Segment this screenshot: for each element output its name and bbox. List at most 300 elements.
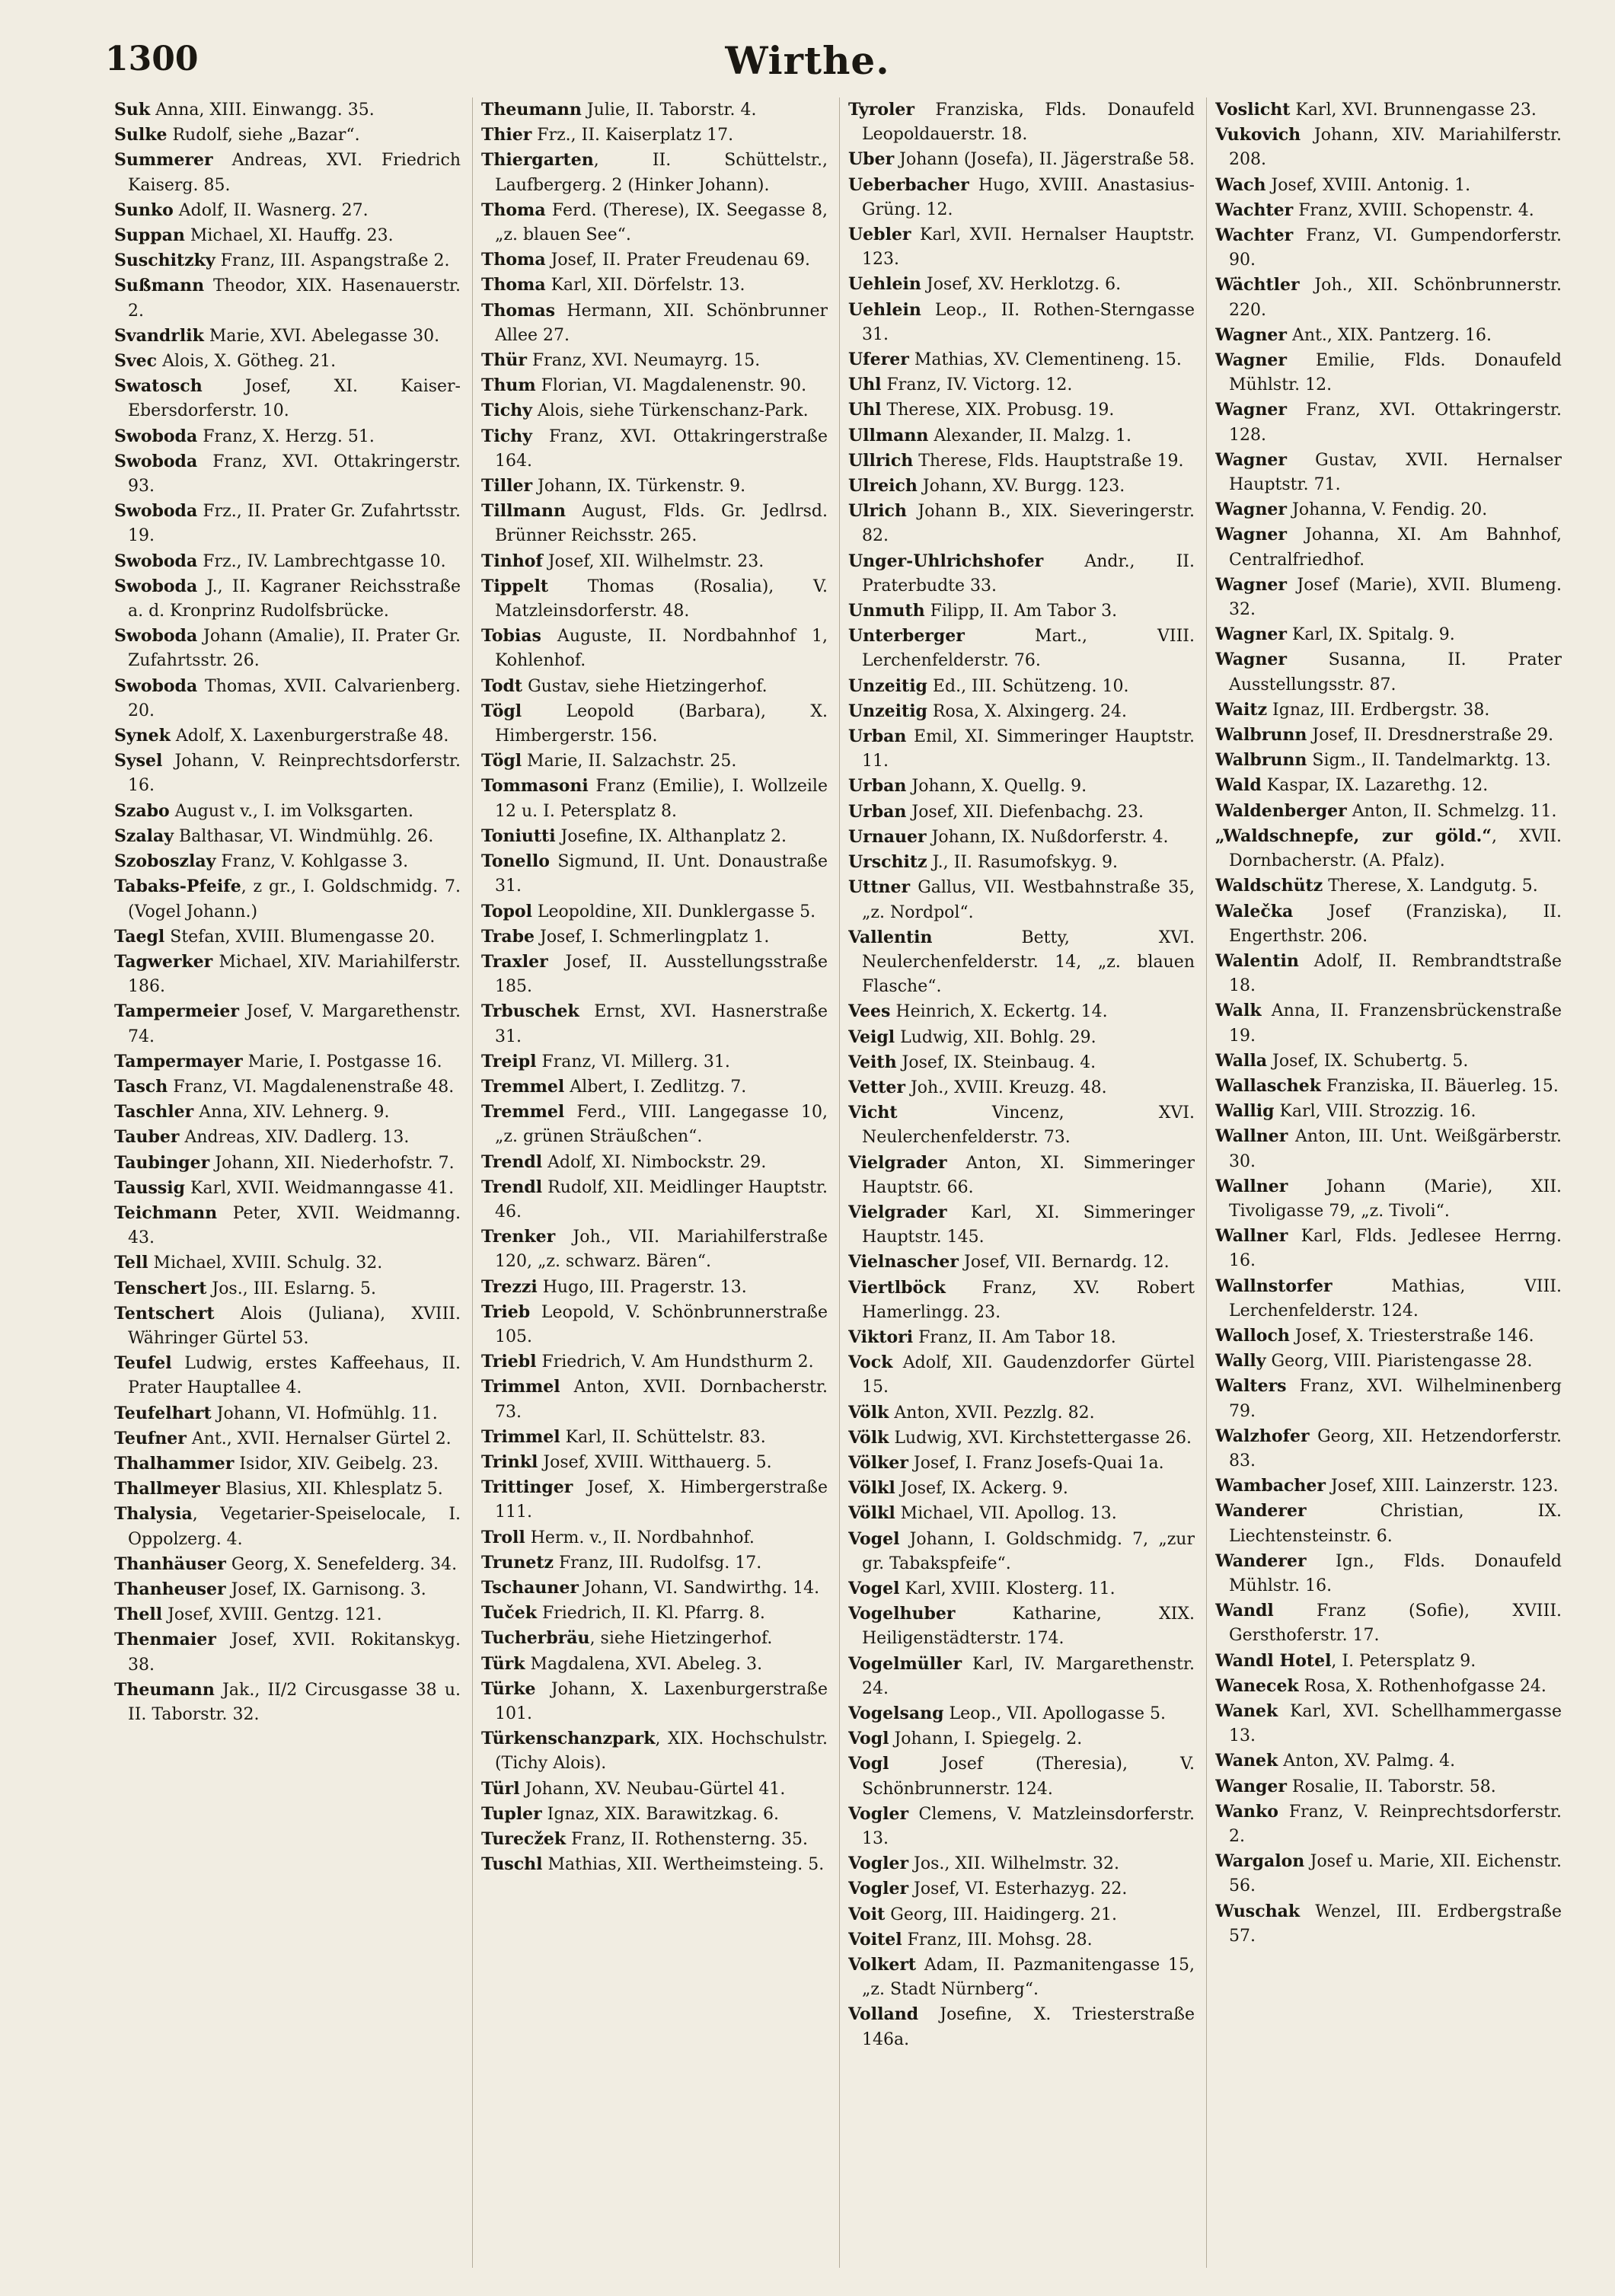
directory-entry (848, 1476, 1195, 1501)
directory-entry (114, 1151, 461, 1176)
entry-name: Trenker (481, 1227, 556, 1247)
entry-details: Josef, II. Ausstellungsstraße 185. (495, 952, 828, 997)
entry-name: Tobias (481, 626, 541, 647)
entry-name: Vogler (848, 1879, 909, 1899)
directory-entry (481, 273, 828, 298)
directory-entry (481, 123, 828, 148)
entry-details: Karl, Flds. Jedlesee Herrng. 16. (1229, 1227, 1562, 1271)
entry-name: Svec (114, 351, 158, 372)
entry-name: Waldschütz (1215, 876, 1323, 896)
entry-name: Swoboda (114, 501, 198, 522)
directory-entry (114, 950, 461, 999)
directory-entry (1215, 998, 1562, 1048)
entry-details: Josef, XIII. Lainzerstr. 123. (1325, 1477, 1559, 1496)
entry-details: Karl, IX. Spitalg. 9. (1287, 625, 1455, 645)
entry-details: Franz (Emilie), I. Wollzeile 12 u. I. Petersplatz 8. (495, 777, 828, 821)
entry-name: Thoma (481, 200, 546, 220)
entry-details: Josef, X. Triesterstraße 146. (1289, 1326, 1534, 1346)
entry-name: Tuschl (481, 1854, 543, 1875)
entry-details: Josef (Franziska), II. Engerthstr. 206. (1229, 902, 1562, 946)
entry-details: Friedrich, V. Am Hundsthurm 2. (536, 1352, 814, 1372)
entry-name: Uferer (848, 350, 909, 370)
entry-name: Wanger (1215, 1776, 1288, 1796)
entry-name: Tögl (481, 701, 522, 721)
entry-name: Szalay (114, 825, 174, 846)
entry-name: Vogler (848, 1803, 909, 1824)
entry-name: Turecžek (481, 1829, 567, 1850)
entry-details: Kaspar, IX. Lazarethg. 12. (1261, 776, 1489, 796)
entry-details: Clemens, V. Matzleinsdorferstr. 13. (862, 1804, 1195, 1849)
entry-name: Todt (481, 675, 523, 696)
directory-entry (1215, 773, 1562, 798)
entry-name: Tabaks-Pfeife (114, 877, 241, 897)
entry-name: Unzeitig (848, 675, 927, 696)
entry-details: Johanna, V. Fendig. 20. (1287, 500, 1488, 520)
directory-entry (114, 1451, 461, 1477)
entry-details: J., II. Rasumofskyg. 9. (927, 853, 1119, 873)
directory-entry (1215, 1549, 1562, 1598)
entry-name: Swoboda (114, 626, 198, 647)
column-rule (472, 97, 473, 2268)
entry-name: Walk (1215, 1001, 1262, 1021)
entry-details: Anton, XVII. Pezzlg. 82. (889, 1403, 1095, 1423)
directory-entry (114, 349, 461, 374)
entry-name: Völkl (848, 1503, 895, 1524)
entry-details: Balthasar, VI. Windmühlg. 26. (174, 826, 434, 846)
entry-details: Johann B., XIX. Sieveringerstr. 82. (862, 502, 1195, 546)
entry-name: Tauber (114, 1127, 180, 1148)
entry-name: Thiergarten (481, 150, 594, 171)
entry-details: Johann, XV. Burgg. 123. (917, 477, 1125, 497)
entry-name: Thomas (481, 300, 555, 321)
directory-entry (1215, 748, 1562, 773)
directory-entry (114, 749, 461, 798)
entry-name: Taegl (114, 926, 165, 947)
directory-entry (481, 624, 828, 673)
directory-entry (481, 699, 828, 749)
directory-entry (114, 999, 461, 1049)
entry-details: Gustav, siehe Hietzingerhof. (522, 676, 768, 696)
entry-name: Vielnascher (848, 1252, 959, 1273)
entry-name: Trunetz (481, 1552, 554, 1573)
entry-details: Georg, VIII. Piaristengasse 28. (1266, 1352, 1533, 1372)
directory-entry (1215, 1474, 1562, 1499)
entry-name: Tremmel (481, 1076, 565, 1097)
directory-entry (1215, 1499, 1562, 1548)
entry-name: Wallner (1215, 1176, 1288, 1196)
directory-entry (481, 1777, 828, 1802)
entry-details: Jak., II/2 Circusgasse 38 u. II. Taborstr. 32. (128, 1680, 461, 1724)
entry-details: Leopold, V. Schönbrunnerstraße 105. (495, 1302, 828, 1346)
entry-name: Türl (481, 1778, 520, 1799)
directory-entry (114, 1426, 461, 1451)
entry-name: Tippelt (481, 576, 549, 596)
entry-name: Wagner (1215, 449, 1288, 470)
entry-details: Johann, XIV. Mariahilferstr. 208. (1229, 126, 1562, 170)
entry-name: Tupler (481, 1803, 542, 1824)
entry-details: Josef, IX. Schubertg. 5. (1267, 1051, 1469, 1071)
entry-details: Josef (Marie), XVII. Blumeng. 32. (1229, 575, 1562, 620)
entry-name: Vielgrader (848, 1202, 947, 1222)
entry-details: Anna, XIV. Lehnerg. 9. (193, 1103, 390, 1122)
directory-entry (848, 347, 1195, 372)
entry-name: Völk (848, 1427, 889, 1448)
directory-entry (481, 1550, 828, 1576)
entry-name: Summerer (114, 150, 213, 171)
directory-entry (1215, 223, 1562, 273)
entry-name: Thenmaier (114, 1630, 216, 1650)
entry-name: Uhl (848, 375, 882, 395)
directory-entry (481, 774, 828, 823)
entry-name: Tampermayer (114, 1051, 243, 1071)
entry-details: Franziska, II. Bäuerleg. 15. (1321, 1076, 1559, 1096)
entry-details: Franz, XVI. Ottakringerstr. 128. (1229, 401, 1562, 445)
directory-entry (114, 1602, 461, 1627)
entry-name: Vukovich (1215, 125, 1301, 145)
entry-name: Tyroler (848, 100, 914, 120)
entry-details: Adolf, XI. Nimbockstr. 29. (542, 1152, 767, 1172)
entry-details: , XIX. Hochschulstr. (Tichy Alois). (495, 1729, 828, 1774)
entry-details: Adolf, X. Laxenburgerstraße 48. (170, 726, 449, 746)
entry-name: Volkert (848, 1955, 917, 1975)
entry-details: August, Flds. Gr. Jedlrsd. Brünner Reichsstr. 265. (495, 502, 828, 546)
directory-entry (848, 825, 1195, 850)
entry-details: Florian, VI. Magdalenenstr. 90. (535, 376, 807, 396)
entry-name: Troll (481, 1527, 525, 1547)
directory-entry (848, 1151, 1195, 1200)
directory-entry (848, 1250, 1195, 1275)
directory-entry (848, 1400, 1195, 1426)
directory-entry (848, 1527, 1195, 1576)
entry-name: Synek (114, 726, 171, 746)
directory-entry (848, 1652, 1195, 1701)
entry-name: Tagwerker (114, 951, 213, 972)
entry-details: Theodor, XIX. Hasenauerstr. 2. (128, 276, 461, 321)
entry-details: Josef, VI. Esterhazyg. 22. (908, 1879, 1128, 1899)
directory-entry (848, 1501, 1195, 1526)
directory-entry (1215, 1598, 1562, 1648)
entry-details: Johann (Marie), XII. Tivoligasse 79, „z. Tivoli“. (1229, 1177, 1562, 1221)
directory-entry (481, 1827, 828, 1852)
entry-details: Franz, VI. Millerg. 31. (536, 1052, 730, 1071)
directory-entry (1215, 1349, 1562, 1374)
entry-name: Vogl (848, 1754, 889, 1774)
entry-details: Thomas, XVII. Calvarienberg. 20. (128, 676, 461, 720)
entry-name: Uhl (848, 400, 882, 420)
entry-name: Wanko (1215, 1801, 1278, 1822)
entry-name: Trieb (481, 1301, 531, 1322)
entry-name: Wambacher (1215, 1476, 1326, 1496)
directory-entry (481, 1576, 828, 1601)
directory-entry (1215, 1424, 1562, 1474)
entry-details: Michael, XVIII. Schulg. 32. (148, 1253, 383, 1273)
entry-name: Uehlein (848, 274, 921, 295)
page-number: 1300 (105, 40, 199, 78)
directory-entry (481, 1852, 828, 1877)
directory-entry (848, 1200, 1195, 1250)
directory-entry (848, 147, 1195, 172)
entry-name: Suk (114, 100, 151, 120)
directory-entry (481, 749, 828, 774)
entry-details: Josef, IX. Steinbaug. 4. (896, 1052, 1096, 1072)
entry-details: Sigm., II. Tandelmarktg. 13. (1307, 751, 1551, 771)
entry-details: Vincenz, XVI. Neulerchenfelderstr. 73. (862, 1103, 1195, 1148)
entry-name: Wallig (1215, 1101, 1275, 1122)
directory-entry (481, 1349, 828, 1375)
entry-details: Rosa, X. Alxingerg. 24. (927, 701, 1127, 721)
entry-details: Mathias, VIII. Lerchenfelderstr. 124. (1229, 1276, 1562, 1320)
entry-details: Ignaz, III. Erdbergstr. 38. (1267, 700, 1490, 720)
entry-name: Teichmann (114, 1202, 218, 1223)
entry-details: Josef, XVIII. Antonig. 1. (1266, 175, 1471, 195)
entry-name: Wanderer (1215, 1501, 1307, 1522)
entry-name: Tinhof (481, 551, 543, 571)
directory-entry (114, 97, 461, 123)
directory-entry (114, 849, 461, 874)
entry-details: Isidor, XIV. Geibelg. 23. (234, 1454, 439, 1474)
entry-details: Ludwig, XVI. Kirchstettergasse 26. (889, 1428, 1192, 1448)
entry-details: Michael, XI. Hauffg. 23. (184, 226, 394, 246)
entry-name: Vallentin (848, 927, 933, 947)
entry-name: Swoboda (114, 551, 198, 571)
entry-details: Rudolf, siehe „Bazar“. (167, 126, 360, 145)
directory-entry (1215, 899, 1562, 949)
entry-name: Veigl (848, 1027, 895, 1047)
directory-entry (481, 1175, 828, 1225)
directory-entry (114, 574, 461, 624)
entry-details: Karl, VIII. Strozzig. 16. (1274, 1102, 1476, 1122)
directory-entry (848, 1953, 1195, 2002)
entry-details: Marie, XVI. Abelegasse 30. (203, 326, 440, 346)
directory-entry (114, 874, 461, 924)
entry-details: Johann, I. Goldschmidg. 7, „zur gr. Tabakspfeife“. (862, 1529, 1195, 1573)
directory-entry (1215, 1374, 1562, 1423)
entry-name: Wagner (1215, 500, 1288, 520)
directory-entry (1215, 497, 1562, 522)
directory-entry (1215, 824, 1562, 873)
entry-name: Unzeitig (848, 701, 927, 721)
entry-name: Türk (481, 1653, 525, 1674)
entry-name: Vicht (848, 1103, 898, 1123)
directory-entry (848, 624, 1195, 673)
directory-entry (1215, 799, 1562, 824)
entry-name: Wagner (1215, 624, 1288, 645)
entry-details: August v., I. im Volksgarten. (169, 801, 414, 821)
entry-details: , II. Schüttelstr., Laufbergerg. 2 (Hinker Johann). (495, 151, 828, 195)
entry-details: , siehe Hietzingerhof. (589, 1629, 773, 1649)
directory-entry (481, 97, 828, 123)
entry-name: „Waldschnepfe, zur göld.“ (1215, 825, 1492, 846)
directory-entry (848, 1601, 1195, 1651)
directory-entry (481, 1100, 828, 1149)
directory-entry (1215, 348, 1562, 398)
entry-details: Leop., VII. Apollogasse 5. (943, 1704, 1166, 1723)
entry-details: Ferd., VIII. Langegasse 10, „z. grünen Sträußchen“. (495, 1103, 828, 1147)
entry-name: Thum (481, 375, 536, 396)
entry-details: Hermann, XII. Schönbrunner Allee 27. (495, 301, 828, 345)
entry-name: Wallaschek (1215, 1075, 1322, 1096)
directory-entry (114, 123, 461, 148)
directory-entry (1215, 622, 1562, 647)
entry-details: Josef, IX. Ackerg. 9. (895, 1479, 1068, 1499)
entry-details: Karl, XVI. Brunnengasse 23. (1290, 101, 1537, 120)
page-heading: Wirthe. (725, 38, 890, 83)
entry-details: Johann, I. Spiegelg. 2. (889, 1729, 1083, 1749)
directory-entry (848, 800, 1195, 825)
directory-entry (114, 1201, 461, 1250)
directory-entry (848, 999, 1195, 1024)
entry-name: Tenschert (114, 1278, 207, 1298)
directory-entry (1215, 1324, 1562, 1349)
directory-entry (481, 1652, 828, 1677)
entry-name: Ueberbacher (848, 174, 969, 195)
entry-name: Theumann (114, 1679, 215, 1700)
entry-details: Jos., III. Eslarng. 5. (206, 1279, 377, 1298)
entry-details: Michael, XIV. Mariahilferstr. 186. (128, 952, 461, 997)
directory-entry (114, 1276, 461, 1301)
entry-details: Alois, X. Götheg. 21. (157, 352, 337, 372)
directory-entry (114, 223, 461, 248)
entry-details: Josef, I. Schmerlingplatz 1. (535, 927, 770, 947)
entry-details: Joh., XVIII. Kreuzg. 48. (905, 1078, 1107, 1097)
entry-details: Josef (Theresia), V. Schönbrunnerstr. 124. (862, 1755, 1195, 1799)
entry-details: Ign., Flds. Donaufeld Mühlstr. 16. (1229, 1551, 1562, 1595)
entry-name: Thanhäuser (114, 1554, 226, 1574)
entry-details: Karl, II. Schüttelstr. 83. (560, 1427, 766, 1447)
entry-details: Anna, II. Franzensbrückenstraße 19. (1229, 1001, 1562, 1046)
directory-entry (848, 1025, 1195, 1050)
entry-details: , XVII. Dornbacherstr. (A. Pfalz). (1229, 826, 1562, 871)
entry-details: Johann (Josefa), II. Jägerstraße 58. (894, 150, 1195, 170)
directory-entry (1215, 1799, 1562, 1849)
directory-entry (481, 1726, 828, 1776)
directory-entry (1215, 323, 1562, 348)
entry-details: Johann, VI. Sandwirthg. 14. (578, 1578, 820, 1598)
entry-name: Viktori (848, 1327, 914, 1347)
directory-columns (114, 97, 1569, 2268)
entry-details: Josef, IX. Garnisong. 3. (225, 1579, 426, 1599)
entry-details: Adolf, II. Rembrandtstraße 18. (1229, 951, 1562, 996)
entry-name: Tampermeier (114, 1001, 239, 1022)
directory-entry (481, 1626, 828, 1651)
entry-name: Tremmel (481, 1102, 565, 1122)
directory-entry (481, 899, 828, 924)
entry-details: Johann, X. Quellg. 9. (906, 777, 1087, 797)
entry-details: Peter, XVII. Weidmanng. 43. (128, 1203, 461, 1248)
directory-entry (114, 374, 461, 423)
entry-name: Voitel (848, 1929, 902, 1950)
entry-name: Vogelsang (848, 1704, 944, 1723)
entry-name: Trendl (481, 1151, 543, 1172)
entry-name: Suschitzky (114, 251, 215, 271)
entry-details: Adolf, II. Wasnerg. 27. (173, 200, 369, 220)
entry-details: Josef, X. Himbergerstraße 111. (495, 1478, 828, 1522)
directory-entry (848, 1100, 1195, 1150)
entry-name: Tschauner (481, 1577, 579, 1598)
entry-details: Filipp, II. Am Tabor 3. (924, 602, 1118, 621)
entry-name: Szabo (114, 800, 170, 821)
directory-entry (848, 549, 1195, 599)
entry-name: Vees (848, 1001, 891, 1022)
directory-entry (1215, 698, 1562, 723)
entry-name: Urban (848, 776, 907, 797)
entry-name: Ulrich (848, 501, 907, 522)
entry-details: Herm. v., II. Nordbahnhof. (525, 1528, 755, 1547)
entry-name: Vogl (848, 1729, 889, 1749)
directory-entry (1215, 1124, 1562, 1174)
directory-entry (481, 950, 828, 999)
directory-entry (1215, 97, 1562, 123)
entry-name: Vogelmüller (848, 1653, 962, 1674)
entry-name: Tommasoni (481, 776, 589, 797)
entry-name: Trittinger (481, 1477, 573, 1498)
entry-name: Völk (848, 1402, 889, 1423)
entry-details: Anton, III. Unt. Weißgärberstr. 30. (1229, 1127, 1562, 1171)
entry-name: Topol (481, 901, 532, 921)
entry-name: Wagner (1215, 324, 1288, 345)
directory-entry (848, 599, 1195, 624)
directory-entry (848, 674, 1195, 699)
entry-details: Alexander, II. Malzg. 1. (928, 426, 1131, 445)
entry-name: Wandl Hotel (1215, 1650, 1332, 1671)
directory-entry (1215, 1274, 1562, 1324)
entry-details: Georg, X. Senefelderg. 34. (225, 1554, 458, 1574)
directory-entry (848, 222, 1195, 272)
entry-name: Tuček (481, 1603, 537, 1624)
entry-details: Anton, XV. Palmg. 4. (1278, 1752, 1456, 1771)
directory-entry (848, 298, 1195, 347)
entry-details: Anton, II. Schmelzg. 11. (1346, 801, 1557, 821)
entry-details: Rosa, X. Rothenhofgasse 24. (1298, 1676, 1546, 1696)
column-4 (1215, 97, 1562, 2268)
entry-details: Gallus, VII. Westbahnstraße 35, „z. Nordpol“. (862, 878, 1195, 922)
entry-details: Josef, XV. Herklotzg. 6. (921, 275, 1122, 295)
column-rule (839, 97, 840, 2268)
entry-name: Tichy (481, 401, 532, 421)
directory-entry (848, 1451, 1195, 1476)
entry-name: Wuschak (1215, 1901, 1301, 1921)
entry-details: Hugo, III. Pragerstr. 13. (537, 1277, 747, 1297)
directory-entry (848, 1426, 1195, 1451)
entry-name: Wagner (1215, 650, 1288, 670)
entry-details: Josef, V. Margarethenstr. 74. (128, 1002, 461, 1046)
entry-name: Ulreich (848, 476, 918, 497)
directory-entry (114, 273, 461, 323)
entry-name: Wächtler (1215, 275, 1300, 295)
entry-details: Julie, II. Taborstr. 4. (581, 101, 757, 120)
entry-details: Michael, VII. Apollog. 13. (895, 1504, 1117, 1524)
entry-details: Alois, siehe Türkenschanz-Park. (531, 401, 809, 421)
directory-entry (114, 1552, 461, 1577)
entry-details: Wenzel, III. Erdbergstraße 57. (1229, 1902, 1562, 1946)
entry-details: Betty, XVI. Neulerchenfelderstr. 14, „z. blauen Flasche“. (862, 928, 1195, 997)
entry-name: Voslicht (1215, 100, 1291, 120)
entry-name: Viertlböck (848, 1277, 946, 1298)
entry-details: Sigmund, II. Unt. Donaustraße 31. (495, 852, 828, 896)
entry-name: Theumann (481, 100, 582, 120)
entry-details: Franz, VI. Gumpendorferstr. 90. (1229, 226, 1562, 270)
directory-entry (114, 1477, 461, 1502)
entry-name: Swoboda (114, 451, 198, 471)
entry-name: Thoma (481, 250, 546, 270)
directory-entry (848, 875, 1195, 924)
directory-entry (848, 272, 1195, 297)
entry-name: Wallner (1215, 1226, 1288, 1247)
directory-entry (481, 1525, 828, 1550)
entry-name: Walzhofer (1215, 1426, 1310, 1446)
directory-entry (1215, 123, 1562, 172)
entry-details: Franz, V. Kohlgasse 3. (215, 852, 409, 872)
